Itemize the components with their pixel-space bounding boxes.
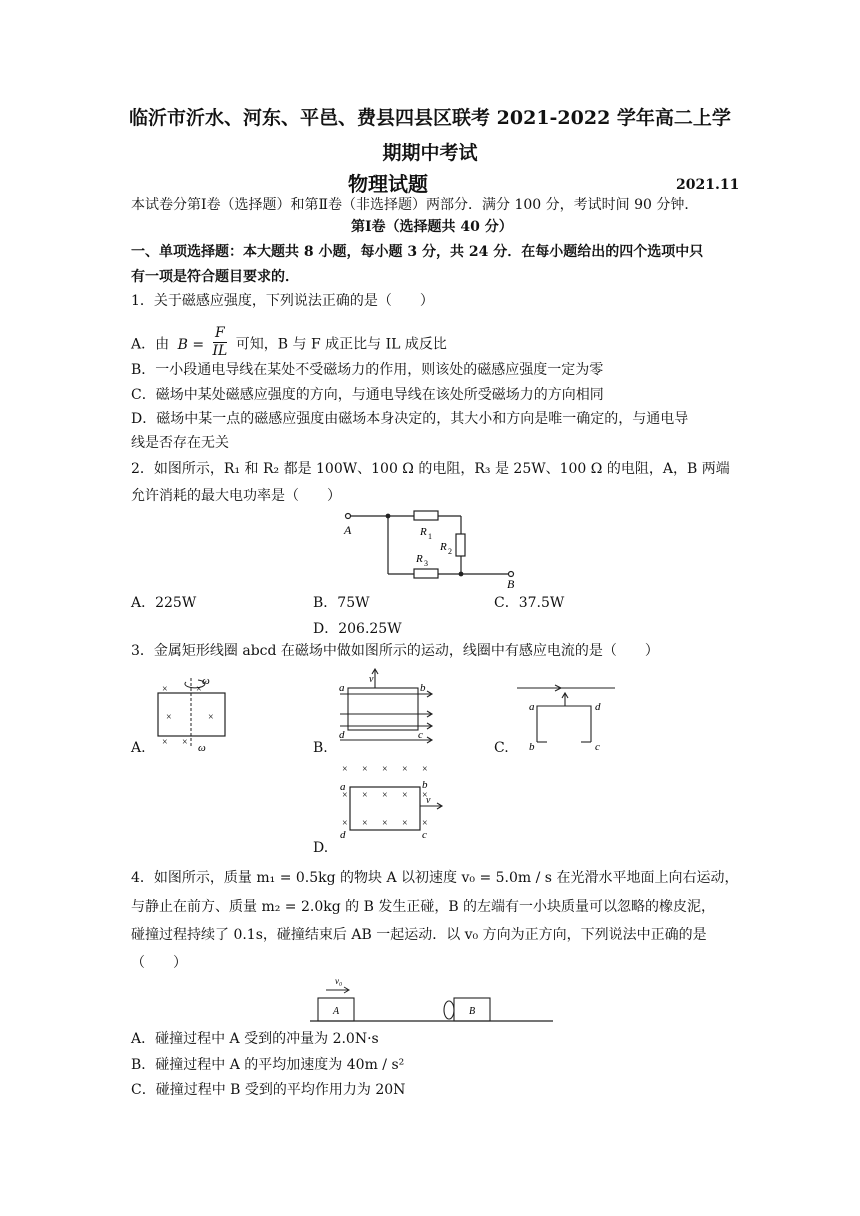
label-a: A (344, 523, 352, 537)
q2-option-b: B．75W (313, 595, 370, 611)
exam-intro: 本试卷分第Ⅰ卷（选择题）和第Ⅱ卷（非选择题）两部分．满分 100 分，考试时间 90 分钟． (131, 197, 699, 213)
cross: × (362, 790, 368, 801)
subject-title: 物理试题 (348, 172, 428, 196)
cross: × (382, 818, 388, 829)
cross: × (342, 764, 348, 775)
q2-stem-line2: 允许消耗的最大电功率是（ ） (131, 488, 341, 504)
corner-a: a (340, 781, 346, 793)
q3-stem: 3．金属矩形线圈 abcd 在磁场中做如图所示的运动，线圈中有感应电流的是（ ） (131, 643, 659, 659)
corner-d: d (339, 729, 345, 741)
cross: × (422, 818, 428, 829)
q4-stem-line3: 碰撞过程持续了 0.1s，碰撞结束后 AB 一起运动．以 v₀ 方向为正方向，下列说法中正确的是 (131, 927, 707, 943)
q3-label-d: D. (313, 840, 329, 856)
cross: × (166, 712, 172, 723)
q1-a-prefix: A．由 (131, 336, 170, 353)
q3-figure-a (150, 668, 240, 754)
q1-option-d-line2: 线是否存在无关 (131, 435, 229, 451)
label-r3-sub: 3 (424, 559, 428, 568)
cross: × (382, 764, 388, 775)
q3-label-b: B. (313, 740, 328, 756)
putty (444, 1001, 454, 1019)
corner-b: b (420, 682, 426, 694)
corner-a: a (529, 701, 535, 713)
cross: × (362, 764, 368, 775)
cross: × (196, 684, 202, 695)
q4-stem-line4: （ ） (131, 955, 187, 971)
label-r3: R (416, 553, 423, 565)
q1-a-fraction (213, 325, 228, 360)
cross: × (342, 790, 348, 801)
q1-a-lhs: B = (177, 336, 205, 353)
cross: × (162, 684, 168, 695)
block-b-label: B (469, 1006, 476, 1017)
q2-stem-line1: 2．如图所示，R₁ 和 R₂ 都是 100W、100 Ω 的电阻，R₃ 是 25W、100 Ω 的电阻，A，B 两端 (131, 461, 730, 477)
cross: × (382, 790, 388, 801)
resistor-r3 (414, 569, 438, 578)
q4-stem-line2: 与静止在前方、质量 m₂ = 2.0kg 的 B 发生正碰，B 的左端有一小块质量可以忽略的橡皮泥， (131, 899, 716, 915)
q3-label-c: C. (494, 740, 509, 756)
cross: × (422, 764, 428, 775)
q4-collision-diagram (308, 974, 556, 1026)
resistor-r1 (414, 511, 438, 520)
label-b: B (507, 577, 515, 590)
q1-stem: 1．关于磁感应强度，下列说法正确的是（ ） (131, 293, 434, 309)
q3-figure-c (515, 680, 620, 750)
cross: × (422, 790, 428, 801)
q1-a-numerator: F (213, 325, 228, 343)
resistor-r2 (456, 534, 465, 556)
cross: × (208, 712, 214, 723)
q4-option-c: C．碰撞过程中 B 受到的平均作用力为 20N (131, 1082, 406, 1098)
cross: × (402, 818, 408, 829)
omega-bottom: ω (198, 742, 206, 754)
section1-instructions-line1: 一、单项选择题：本大题共 8 小题，每小题 3 分，共 24 分．在每小题给出的四个选项中只 (131, 244, 704, 260)
q2-option-c: C．37.5W (494, 595, 565, 611)
label-r2-sub: 2 (448, 547, 452, 556)
q1-a-suffix: 可知，B 与 F 成正比与 IL 成反比 (235, 336, 447, 353)
cross: × (162, 737, 168, 748)
cross: × (362, 818, 368, 829)
velocity-label: v (426, 795, 431, 806)
q2-option-a: A．225W (131, 595, 197, 611)
q4-option-a: A．碰撞过程中 A 受到的冲量为 2.0N·s (131, 1031, 379, 1047)
corner-c: c (418, 729, 423, 741)
exam-date: 2021.11 (676, 177, 740, 193)
velocity-label: v (369, 674, 374, 685)
corner-b: b (529, 741, 535, 750)
q1-option-d-line1: D．磁场中某一点的磁感应强度由磁场本身决定的，其大小和方向是唯一确定的，与通电导 (131, 411, 689, 427)
corner-c: c (595, 741, 600, 750)
terminal-a-node (346, 514, 351, 519)
q4-option-b: B．碰撞过程中 A 的平均加速度为 40m / s² (131, 1057, 405, 1073)
q1-option-b: B．一小段通电导线在某处不受磁场力的作用，则该处的磁感应强度一定为零 (131, 362, 604, 378)
label-r1-sub: 1 (428, 532, 432, 541)
label-r1: R (420, 526, 427, 538)
exam-title-line1: 临沂市沂水、河东、平邑、费县四县区联考 2021-2022 学年高二上学 (129, 107, 731, 129)
omega-top: ω (202, 675, 210, 687)
corner-d: d (340, 829, 346, 841)
corner-a: a (339, 682, 345, 694)
cross: × (342, 818, 348, 829)
q3-label-a: A. (131, 740, 146, 756)
corner-b: b (422, 779, 428, 791)
cross: × (182, 737, 188, 748)
q2-circuit-diagram (336, 508, 526, 590)
q1-a-denominator: IL (212, 343, 228, 359)
section1-instructions-line2: 有一项是符合题目要求的． (131, 269, 299, 285)
block-a-label: A (333, 1006, 340, 1017)
exam-title-line2: 期期中考试 (382, 142, 478, 164)
q1-option-c: C．磁场中某处磁感应强度的方向，与通电导线在该处所受磁场力的方向相同 (131, 387, 604, 403)
q1-option-a (131, 327, 447, 362)
cross: × (402, 790, 408, 801)
cross: × (402, 764, 408, 775)
q3-figure-d (336, 758, 448, 850)
part1-heading: 第Ⅰ卷（选择题共 40 分） (351, 219, 513, 235)
q2-option-d: D．206.25W (313, 621, 402, 637)
q4-stem-line1: 4．如图所示，质量 m₁ = 0.5kg 的物块 A 以初速度 v₀ = 5.0m / s 在光滑水平地面上向右运动， (131, 870, 739, 886)
corner-c: c (422, 829, 427, 841)
corner-d: d (595, 701, 601, 713)
coil-c (537, 706, 591, 742)
label-r2: R (440, 541, 447, 553)
q3-figure-b (332, 668, 442, 746)
v0-label: v₀ (335, 976, 343, 986)
terminal-b-node (509, 572, 514, 577)
